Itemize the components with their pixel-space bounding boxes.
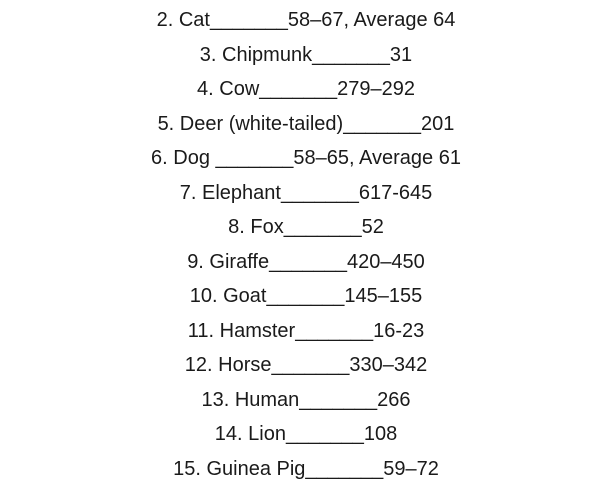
list-item-goat: 10. Goat_______145–155	[0, 279, 612, 314]
list-item-cut-off: 15. Guinea Pig_______59–72	[0, 452, 612, 486]
list-item-hamster: 11. Hamster_______16-23	[0, 314, 612, 349]
list-item-dog: 6. Dog _______58–65, Average 61	[0, 141, 612, 176]
list-item-fox: 8. Fox_______52	[0, 210, 612, 245]
gestation-period-list	[0, 3, 612, 486]
list-item-cat: 2. Cat_______58–67, Average 64	[0, 3, 612, 38]
list-item-human: 13. Human_______266	[0, 383, 612, 418]
list-item-elephant: 7. Elephant_______617-645	[0, 176, 612, 211]
list-item-cow: 4. Cow_______279–292	[0, 72, 612, 107]
list-item-chipmunk: 3. Chipmunk_______31	[0, 38, 612, 73]
list-item-deer: 5. Deer (white-tailed)_______201	[0, 107, 612, 142]
list-item-giraffe: 9. Giraffe_______420–450	[0, 245, 612, 280]
list-item-lion: 14. Lion_______108	[0, 417, 612, 452]
list-item-horse: 12. Horse_______330–342	[0, 348, 612, 383]
